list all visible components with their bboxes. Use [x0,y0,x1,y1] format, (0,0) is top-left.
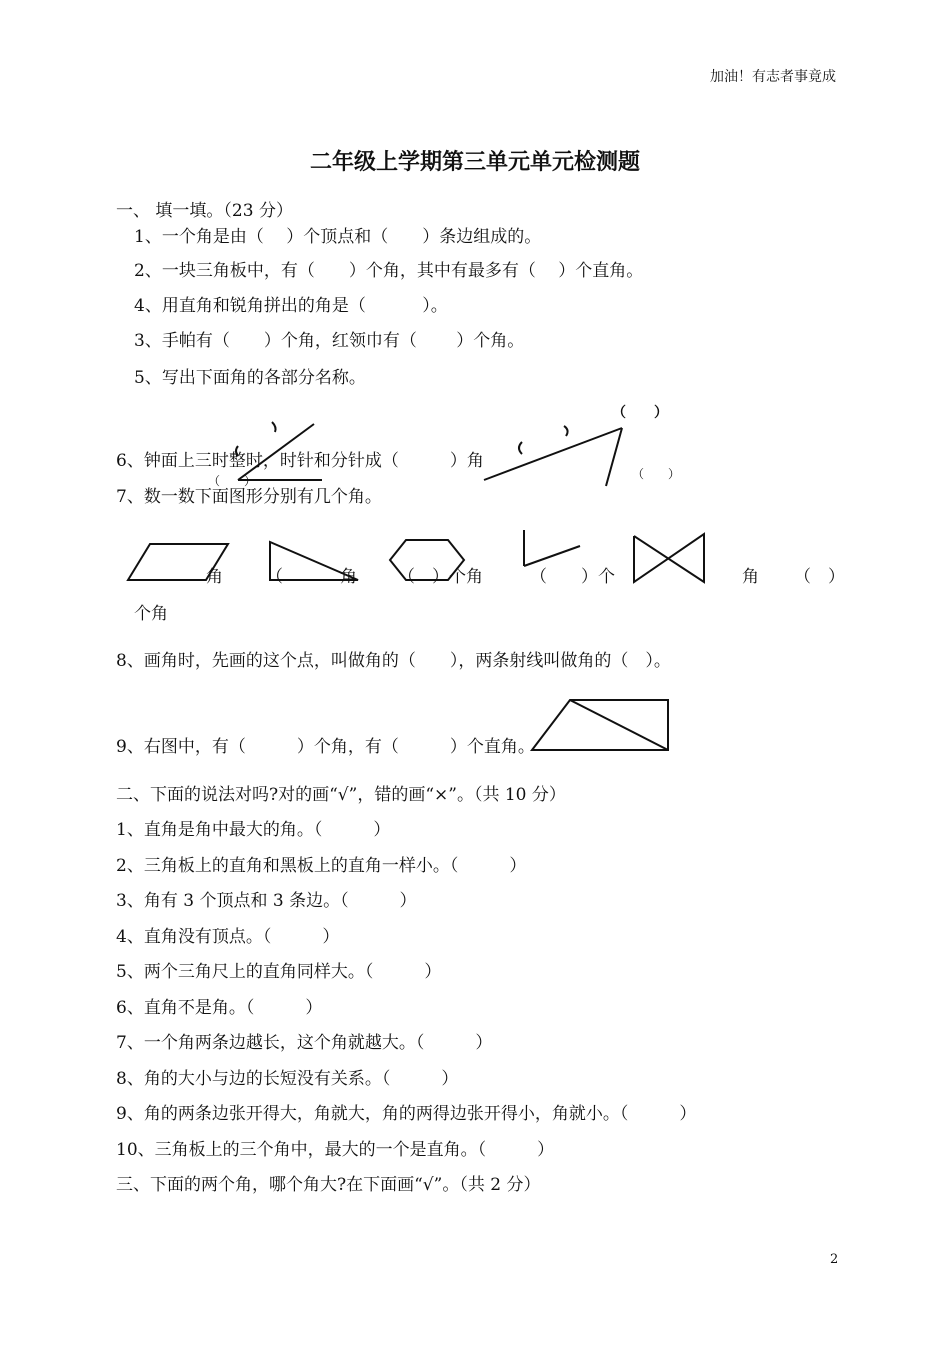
section1-heading: 一、 填一填。（23 分） [116,201,293,221]
tf-item-6: 6、直角不是角。（ ） [116,998,323,1018]
tf-item-4: 4、直角没有顶点。（ ） [116,927,340,947]
tf-item-8: 8、角的大小与边的长短没有关系。（ ） [116,1069,459,1089]
question-5: 5、写出下面角的各部分名称。 [134,368,366,388]
question-2: 2、一块三角板中，有（ ）个角，其中有最多有（ ）个直角。 [134,261,644,281]
q7-mark-6: 角 [742,567,759,587]
section2-heading: 二、下面的说法对吗?对的画“√”，错的画“×”。（共 10 分） [116,785,566,805]
question-7: 7、数一数下面图形分别有几个角。 [116,487,382,507]
q7-mark-3: 角 [340,567,357,587]
angle-blank-3: （ ） [632,467,681,481]
angle-blank-1: （ ） [208,474,257,488]
header-motto: 加油！有志者事竟成 [710,69,836,85]
rectangle-diagonal-figure [530,698,672,754]
tf-item-7: 7、一个角两条边越长，这个角就越大。（ ） [116,1033,493,1053]
tf-item-2: 2、三角板上的直角和黑板上的直角一样小。（ ） [116,856,527,876]
tf-item-1: 1、直角是角中最大的角。（ ） [116,820,391,840]
q7-mark-4: （ ）个角 [398,567,483,587]
tf-item-3: 3、角有 3 个顶点和 3 条边。（ ） [116,891,417,911]
page-number: 2 [830,1252,839,1267]
question-8: 8、画角时，先画的这个点，叫做角的（ ），两条射线叫做角的（ ）。 [116,651,671,671]
q7-mark-7: （ ） [794,567,845,587]
section3-heading: 三、下面的两个角，哪个角大?在下面画“√”。（共 2 分） [116,1175,541,1195]
q7-mark-1: 角 [206,567,223,587]
question-4: 4、用直角和锐角拼出的角是（ ）。 [134,296,448,316]
question-9: 9、右图中，有（ ）个角，有（ ）个直角。 [116,737,535,757]
question-6: 6、钟面上三时整时，时针和分针成（ ）角 [116,451,484,471]
bowtie-shape [630,532,710,586]
page-title: 二年级上学期第三单元单元检测题 [309,150,640,175]
q7-mark-2: （ [266,567,283,587]
question-1: 1、一个角是由（ ）个顶点和（ ）条边组成的。 [134,227,542,247]
angle-blank-2: （ ） [612,405,668,421]
q7-mark-5: （ ）个 [530,567,615,587]
q7-tail: 个角 [134,604,168,624]
question-3: 3、手帕有（ ）个角，红领巾有（ ）个角。 [134,331,525,351]
tf-item-9: 9、角的两条边张开得大，角就大，角的两得边张开得小，角就小。（ ） [116,1104,697,1124]
tf-item-10: 10、三角板上的三个角中，最大的一个是直角。（ ） [116,1140,555,1160]
tf-item-5: 5、两个三角尺上的直角同样大。（ ） [116,962,442,982]
angle-shape [520,528,584,570]
